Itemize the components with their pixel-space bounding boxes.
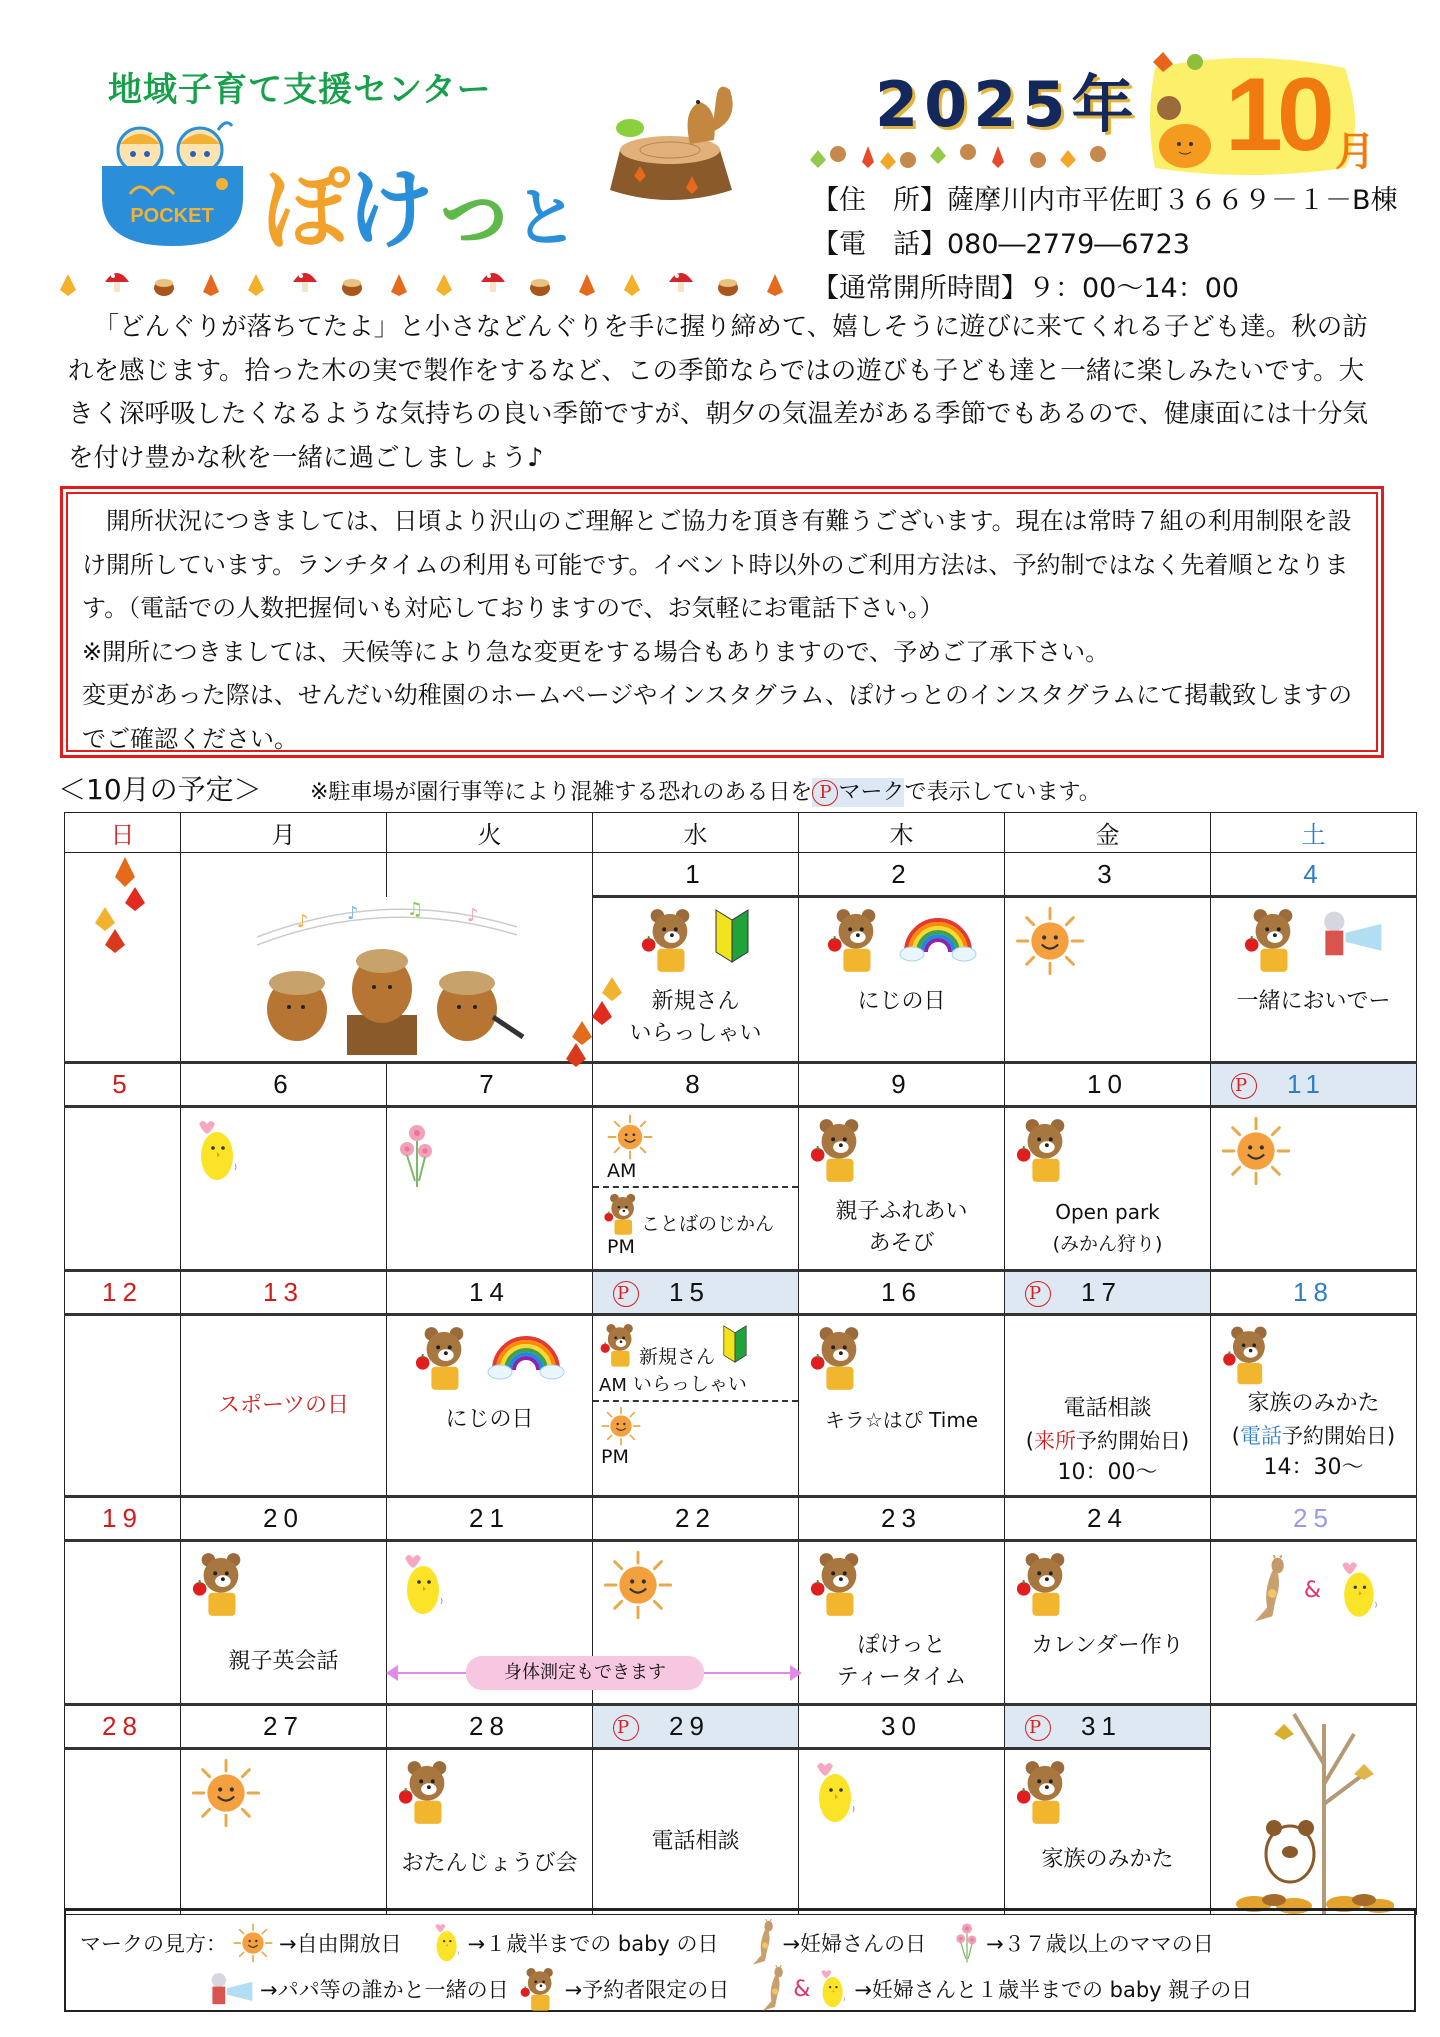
pocket-logo xyxy=(100,118,245,248)
chick-icon xyxy=(430,1921,462,1965)
event-label: いらっしゃい xyxy=(629,1021,762,1046)
weekday-wed: 水 xyxy=(593,813,799,853)
border-motif xyxy=(530,279,550,296)
schedule-title: ＜10月の予定＞ xyxy=(58,773,262,806)
event-label: ことばのじかん xyxy=(641,1213,775,1235)
bear-icon xyxy=(1243,906,1301,974)
bear-icon xyxy=(414,1324,472,1392)
parking-note-text: ※駐車場が園行事等により混雑する恐れのある日を xyxy=(310,780,813,805)
event-cell[interactable] xyxy=(799,897,1005,1063)
month-number: 10 xyxy=(1225,57,1329,173)
border-motif xyxy=(767,274,783,296)
am-pm-divider xyxy=(593,1186,798,1188)
border-motif xyxy=(481,273,505,292)
svg-text:♫: ♫ xyxy=(406,898,423,920)
border-motif xyxy=(624,274,640,296)
event-label: ティータイム xyxy=(836,1665,967,1690)
week-1-events xyxy=(65,897,1417,1063)
sun-icon xyxy=(607,1114,653,1160)
date-cell[interactable]: 28 xyxy=(65,1705,181,1749)
date-cell[interactable]: 18 xyxy=(1211,1271,1417,1315)
logo-title xyxy=(262,140,574,266)
event-label: 家族のみかた xyxy=(1041,1847,1174,1872)
svg-text:♪: ♪ xyxy=(466,904,478,926)
icon-legend xyxy=(64,1908,1416,2012)
event-label: Open park xyxy=(1055,1200,1160,1224)
event-cell[interactable] xyxy=(799,1107,1005,1271)
svg-text:♪: ♪ xyxy=(296,910,308,932)
date-cell[interactable]: 21 xyxy=(387,1497,593,1541)
event-label: 電話相談 xyxy=(651,1829,740,1854)
border-motif xyxy=(718,279,738,296)
beginner-mark-icon xyxy=(712,906,752,966)
ampersand: & xyxy=(1303,1577,1322,1603)
weekday-mon: 月 xyxy=(181,813,387,853)
am-pm-divider xyxy=(593,1400,798,1402)
legend-label: マークの見方： xyxy=(80,1932,227,1956)
chick-icon xyxy=(191,1116,241,1186)
kangaroo-icon xyxy=(1246,1555,1290,1625)
beginner-mark-icon xyxy=(721,1322,749,1366)
legend-item: →予約者限定の日 xyxy=(564,1978,730,2002)
legend-item: →妊婦さんの日 xyxy=(782,1932,927,1956)
legend-item: →自由開放日 xyxy=(279,1932,402,1956)
chick-icon xyxy=(1335,1557,1381,1623)
date-cell-parking[interactable] xyxy=(593,1271,799,1315)
event-label: 新規さん xyxy=(651,989,740,1014)
event-label: 親子英会話 xyxy=(228,1649,339,1674)
event-cell[interactable] xyxy=(799,1749,1005,1915)
date-cell[interactable]: 23 xyxy=(799,1497,1005,1541)
hero-icon xyxy=(1315,906,1385,962)
event-cell[interactable] xyxy=(65,1749,181,1915)
event-cell[interactable] xyxy=(181,1107,387,1271)
sun-icon xyxy=(233,1923,273,1963)
weekday-header-row xyxy=(65,813,1417,853)
date-cell[interactable]: 7 xyxy=(387,1063,593,1107)
parking-p-icon: P xyxy=(1025,1281,1051,1307)
logo-char: ぽ xyxy=(262,158,347,261)
logo-char: と xyxy=(514,182,575,256)
date-cell[interactable]: 10 xyxy=(1005,1063,1211,1107)
notice-paragraph: ※開所につきましては、天候等により急な変更をする場合もありますので、予めご了承下さい。 xyxy=(82,637,1110,666)
bear-icon xyxy=(1015,1116,1073,1184)
parking-p-icon: P xyxy=(613,1281,639,1307)
chick-icon xyxy=(809,1758,859,1828)
border-motif xyxy=(342,279,362,296)
date-cell[interactable]: 6 xyxy=(181,1063,387,1107)
legend-item: →１歳半までの baby の日 xyxy=(467,1932,719,1956)
event-cell[interactable] xyxy=(593,1107,799,1271)
event-subtitle-rest: 予約開始日) xyxy=(1076,1428,1190,1453)
event-cell[interactable] xyxy=(181,1315,387,1497)
bear-icon xyxy=(1015,1550,1073,1618)
weekday-fri: 金 xyxy=(1005,813,1211,853)
event-label: いらっしゃい xyxy=(632,1373,747,1395)
sun-icon xyxy=(603,1550,673,1620)
sun-icon xyxy=(601,1406,641,1446)
chick-icon xyxy=(816,1967,848,2011)
rainbow-icon xyxy=(486,1324,566,1384)
hours-line xyxy=(812,266,1239,305)
event-cell[interactable] xyxy=(65,1315,181,1497)
date-cell[interactable]: 8 xyxy=(593,1063,799,1107)
date-cell-parking[interactable] xyxy=(593,1705,799,1749)
bear-icon xyxy=(1015,1758,1073,1826)
date-cell-parking[interactable] xyxy=(1211,1063,1417,1107)
date-cell-parking[interactable] xyxy=(1005,1705,1211,1749)
cosmos-flower-icon xyxy=(954,1921,980,1965)
bear-icon xyxy=(809,1324,867,1392)
event-cell[interactable] xyxy=(593,897,799,1063)
holiday-label: スポーツの日 xyxy=(217,1392,350,1418)
border-motif xyxy=(203,274,219,296)
parking-note xyxy=(310,775,1101,806)
date-cell[interactable]: 24 xyxy=(1005,1497,1211,1541)
hours-label: 【通常開所時間】 xyxy=(812,273,1028,304)
logo-badge-text: POCKET xyxy=(130,205,214,227)
am-label: AM xyxy=(599,1375,627,1396)
parking-p-icon: P xyxy=(1231,1073,1257,1099)
event-label: 新規さん xyxy=(639,1346,716,1368)
event-cell[interactable] xyxy=(1005,897,1211,1063)
bear-icon xyxy=(397,1758,455,1826)
event-subtitle-rest: 予約開始日) xyxy=(1282,1424,1396,1448)
date-cell-parking[interactable] xyxy=(1005,1271,1211,1315)
date-number: 15 xyxy=(669,1277,710,1307)
svg-text:♪: ♪ xyxy=(346,902,358,924)
date-cell[interactable]: 1 xyxy=(593,853,799,897)
event-cell[interactable] xyxy=(1005,1315,1211,1497)
date-cell[interactable]: 5 xyxy=(65,1063,181,1107)
event-cell[interactable] xyxy=(799,1541,1005,1705)
weekday-thu: 木 xyxy=(799,813,1005,853)
date-cell[interactable]: 28 xyxy=(387,1705,593,1749)
event-cell[interactable] xyxy=(1211,897,1417,1063)
date-cell[interactable]: 4 xyxy=(1211,853,1417,897)
date-cell[interactable]: 30 xyxy=(799,1705,1005,1749)
bear-icon xyxy=(826,906,884,974)
border-motif xyxy=(293,273,317,292)
event-cell[interactable] xyxy=(65,1541,181,1705)
organization-name: 地域子育て支援センター xyxy=(108,70,492,110)
legend-item: →妊婦さんと１歳半までの baby 親子の日 xyxy=(854,1978,1253,2002)
event-label: キラ☆はぴ Time xyxy=(824,1408,979,1432)
date-cell[interactable]: 25 xyxy=(1211,1497,1417,1541)
intro-paragraph: 「どんぐりが落ちてたよ」と小さなどんぐりを手に握り締めて、嬉しそうに遊びに来てくれる子ども達。秋の訪れを感じます。拾った木の実で製作をするなど、この季節ならではの遊びも子ども達と一緒に楽しみたいです。大きく深呼吸したくなるような気持ちの良い季節ですが、朝夕の気温差がある季節でもあるので、健康面には十分気を付け豊かな秋を一緒に過ごしましょう♪ xyxy=(68,312,1368,473)
hours-value: ９：00～14：00 xyxy=(1028,273,1240,304)
legend-item: →３７歳以上のママの日 xyxy=(986,1932,1214,1956)
bear-icon xyxy=(640,906,698,974)
week-5-dates xyxy=(65,1705,1417,1749)
date-cell xyxy=(181,853,387,897)
parking-p-icon: P xyxy=(1025,1715,1051,1741)
bear-icon xyxy=(191,1550,249,1618)
bear-icon xyxy=(519,1966,559,2012)
date-cell[interactable]: 3 xyxy=(1005,853,1211,897)
date-cell[interactable]: 13 xyxy=(181,1271,387,1315)
event-accent: 来所 xyxy=(1034,1428,1076,1453)
week-4-events xyxy=(65,1541,1417,1705)
address-label: 【住 所】 xyxy=(812,185,947,216)
date-cell[interactable]: 19 xyxy=(65,1497,181,1541)
week-3-events xyxy=(65,1315,1417,1497)
paren: ( xyxy=(1231,1424,1240,1448)
notice-paragraph: 変更があった際は、せんだい幼稚園のホームページやインスタグラム、ぽけっとのインスタグラムにて掲載致しますのでご確認ください。 xyxy=(82,681,1353,753)
rainbow-icon xyxy=(898,906,978,966)
phone-line xyxy=(812,222,1190,261)
date-number: 31 xyxy=(1081,1711,1122,1741)
cosmos-flower-icon xyxy=(397,1116,437,1196)
sun-icon xyxy=(191,1758,261,1828)
event-cell[interactable] xyxy=(181,1541,387,1705)
notice-box xyxy=(60,486,1384,758)
event-time: 14：30～ xyxy=(1263,1455,1364,1480)
bear-icon xyxy=(599,1322,639,1368)
bear-icon xyxy=(809,1116,867,1184)
date-cell[interactable]: 12 xyxy=(65,1271,181,1315)
date-cell[interactable]: 2 xyxy=(799,853,1005,897)
arrow-right-head xyxy=(790,1665,802,1681)
event-cell[interactable] xyxy=(181,1749,387,1915)
event-label: 電話相談 xyxy=(1063,1395,1152,1421)
week-1-dates xyxy=(65,853,1417,897)
event-subtitle xyxy=(1211,1420,1416,1452)
border-motif xyxy=(248,274,264,296)
week-4-dates xyxy=(65,1497,1417,1541)
event-cell[interactable] xyxy=(1211,1541,1417,1705)
event-label: (みかん狩り) xyxy=(1052,1233,1163,1255)
acorn-band-illustration xyxy=(237,897,537,1057)
event-cell[interactable] xyxy=(1005,1107,1211,1271)
address-line xyxy=(812,178,1398,217)
event-label: おたんじょうび会 xyxy=(401,1851,578,1876)
squirrel-on-stump-illustration xyxy=(590,80,750,230)
paren: ( xyxy=(1025,1428,1034,1453)
week-3-dates xyxy=(65,1271,1417,1315)
bear-icon xyxy=(603,1192,641,1236)
event-cell[interactable] xyxy=(1005,1541,1211,1705)
phone-value[interactable]: 080―2779―6723 xyxy=(947,229,1190,260)
october-calendar xyxy=(64,812,1416,2008)
parking-note-text: で表示しています。 xyxy=(904,780,1101,805)
autumn-border-decoration xyxy=(54,264,804,298)
pm-label: PM xyxy=(607,1236,635,1258)
event-cell[interactable] xyxy=(1005,1749,1211,1915)
event-cell[interactable] xyxy=(387,1107,593,1271)
event-cell[interactable] xyxy=(593,1749,799,1915)
acorn-leaf-decoration xyxy=(808,136,1128,176)
event-cell xyxy=(65,897,181,1063)
date-number: 29 xyxy=(669,1711,710,1741)
month-kanji: 月 xyxy=(1335,129,1375,175)
bear-icon xyxy=(1221,1324,1275,1386)
event-label: にじの日 xyxy=(857,989,946,1014)
autumn-leaves-icon xyxy=(85,857,155,967)
event-cell[interactable] xyxy=(1211,1315,1417,1497)
tree-illustration-cell xyxy=(1211,1705,1417,1915)
event-accent: 電話 xyxy=(1240,1424,1282,1448)
date-number: 11 xyxy=(1287,1069,1326,1099)
border-motif xyxy=(60,274,76,296)
border-motif xyxy=(391,274,407,296)
logo-char: け xyxy=(346,158,431,261)
weekday-tue: 火 xyxy=(387,813,593,853)
event-label: カレンダー作り xyxy=(1031,1633,1184,1658)
legend-item: →パパ等の誰かと一緒の日 xyxy=(260,1978,509,2002)
event-cell[interactable] xyxy=(593,1315,799,1497)
weekday-sun: 日 xyxy=(65,813,181,853)
event-cell[interactable] xyxy=(799,1315,1005,1497)
bear-icon xyxy=(809,1550,867,1618)
address-value: 薩摩川内市平佐町３６６９－１－B棟 xyxy=(947,185,1398,216)
event-label: にじの日 xyxy=(445,1407,534,1432)
parking-mark-highlight xyxy=(812,778,904,807)
sun-icon xyxy=(1015,906,1085,976)
date-cell[interactable]: 9 xyxy=(799,1063,1005,1107)
border-motif xyxy=(579,274,595,296)
date-number: 17 xyxy=(1081,1277,1122,1307)
logo-char: っ xyxy=(430,158,515,261)
date-cell xyxy=(387,853,593,897)
hero-icon xyxy=(206,1969,254,2009)
date-cell[interactable]: 22 xyxy=(593,1497,799,1541)
am-label: AM xyxy=(607,1160,637,1182)
kangaroo-icon xyxy=(757,1965,787,2013)
date-cell[interactable]: 20 xyxy=(181,1497,387,1541)
parking-p-icon: P xyxy=(812,780,838,806)
year-label: 2025年 xyxy=(875,68,1140,141)
ampersand: & xyxy=(793,1976,811,2002)
tree-with-bear-illustration xyxy=(1234,1704,1394,1914)
event-label: 親子ふれあい xyxy=(835,1199,968,1224)
event-cell[interactable] xyxy=(387,1315,593,1497)
date-cell[interactable]: 14 xyxy=(387,1271,593,1315)
pm-label: PM xyxy=(601,1446,629,1468)
border-motif xyxy=(669,273,693,292)
date-cell[interactable]: 16 xyxy=(799,1271,1005,1315)
week-2-dates xyxy=(65,1063,1417,1107)
arrow-left-head xyxy=(386,1665,398,1681)
notice-paragraph: 開所状況につきましては、日頃より沢山のご理解とご協力を頂き有難うございます。現在は常時７組の利用制限を設け開所しています。ランチタイムの利用も可能です。イベント時以外のご利用方法は、予約制ではなく先着順となります。（電話での人数把握伺いも対応しておりますので、お気軽にお電話下さい。） xyxy=(82,507,1352,622)
event-label: あそび xyxy=(868,1231,935,1256)
weekday-sat: 土 xyxy=(1211,813,1417,853)
phone-label: 【電 話】 xyxy=(812,229,947,260)
body-measurement-banner: 身体測定もできます xyxy=(466,1656,704,1690)
parking-mark-word: マーク xyxy=(838,780,905,805)
event-cell[interactable] xyxy=(65,1107,181,1271)
border-motif xyxy=(154,279,174,296)
date-cell[interactable]: 27 xyxy=(181,1705,387,1749)
kangaroo-icon xyxy=(747,1919,777,1967)
event-cell-music-illustration xyxy=(181,897,593,1063)
sun-icon xyxy=(1221,1116,1291,1186)
border-motif xyxy=(436,274,452,296)
border-motif xyxy=(105,273,129,292)
event-cell[interactable] xyxy=(387,1749,593,1915)
event-label: 一緒においでー xyxy=(1236,989,1391,1014)
parking-p-icon: P xyxy=(613,1715,639,1741)
event-label: 家族のみかた xyxy=(1247,1391,1380,1416)
event-label: ぽけっと xyxy=(857,1633,946,1658)
event-time: 10：00～ xyxy=(1057,1459,1158,1485)
week-2-events xyxy=(65,1107,1417,1271)
event-subtitle xyxy=(1005,1425,1210,1457)
event-cell[interactable] xyxy=(1211,1107,1417,1271)
chick-icon xyxy=(397,1550,447,1620)
